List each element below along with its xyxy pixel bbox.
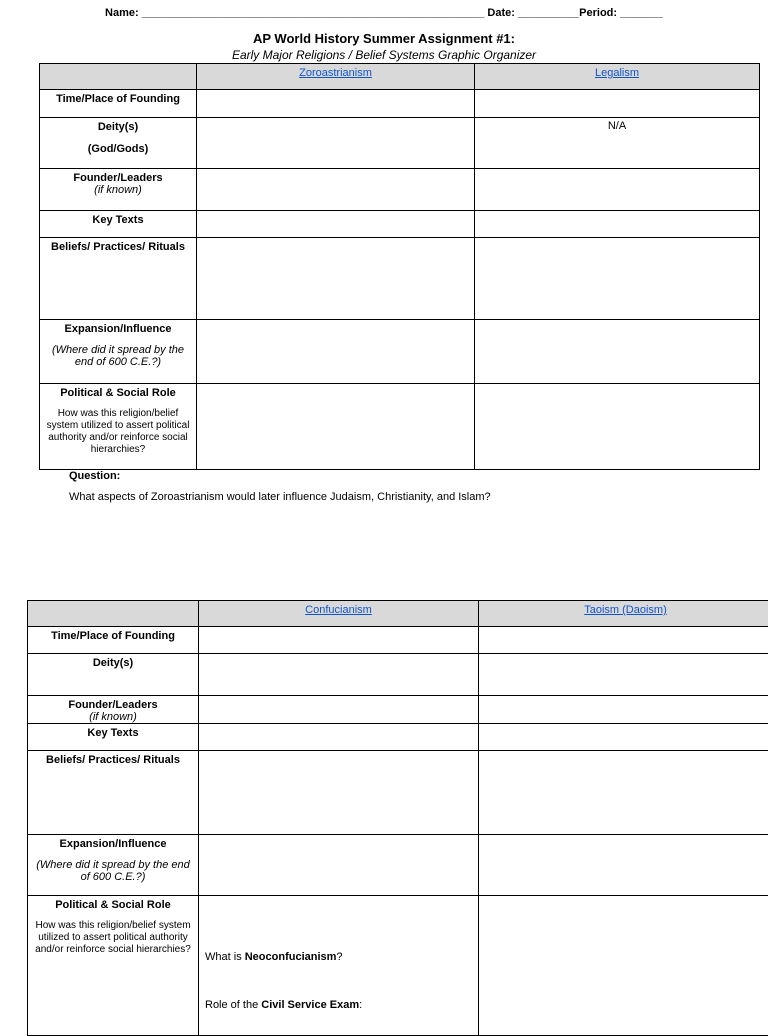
row-label-founder: Founder/Leaders (if known) [40,169,197,211]
cell-confucianism-political[interactable] [199,896,479,1036]
table-row [40,90,760,118]
cell-taoism-expansion[interactable] [479,835,768,896]
cell-confucianism-beliefs[interactable] [199,751,479,835]
row-label-political: Political & Social Role How was this religion/belief system utilized to assert political authority and/or reinforce social hierarchies? [28,896,199,1036]
zoroastrianism-link[interactable]: Zoroastrianism [299,67,372,79]
row-label-texts: Key Texts [40,211,197,238]
cell-legalism-expansion[interactable] [475,320,760,384]
row-label-expansion: Expansion/Influence (Where did it spread by the end of 600 C.E.?) [28,835,199,896]
row-label-political: Political & Social Role How was this religion/belief system utilized to assert political authority and/or reinforce social hierarchies? [40,384,197,470]
cell-confucianism-texts[interactable] [199,724,479,751]
cell-legalism-texts[interactable] [475,211,760,238]
table-row [40,118,760,169]
cell-legalism-deity[interactable]: N/A [475,118,760,169]
cell-taoism-deity[interactable] [479,654,768,696]
date-blank[interactable]: __________ [518,7,579,19]
cell-zoroastrianism-beliefs[interactable] [197,238,475,320]
row-label-time: Time/Place of Founding [28,627,199,654]
civil-service-exam-prompt: Role of the Civil Service Exam: [205,999,472,1011]
cell-taoism-beliefs[interactable] [479,751,768,835]
table-row [40,384,760,470]
header-empty-cell [28,601,199,627]
page-title: AP World History Summer Assignment #1: [0,31,768,46]
question-text: What aspects of Zoroastrianism would later influence Judaism, Christianity, and Islam? [69,491,491,503]
cell-zoroastrianism-deity[interactable] [197,118,475,169]
row-label-texts: Key Texts [28,724,199,751]
neoconfucianism-prompt: What is Neoconfucianism? [205,951,472,963]
cell-zoroastrianism-time[interactable] [197,90,475,118]
table-row [28,696,768,724]
table-row [28,724,768,751]
header-confucianism [199,601,479,627]
cell-confucianism-time[interactable] [199,627,479,654]
cell-confucianism-expansion[interactable] [199,835,479,896]
organizer-table-1 [39,63,760,470]
organizer-table-2 [27,600,768,1036]
header-empty-cell [40,64,197,90]
row-label-founder: Founder/Leaders (if known) [28,696,199,724]
row-label-expansion: Expansion/Influence (Where did it spread by the end of 600 C.E.?) [40,320,197,384]
cell-taoism-political[interactable] [479,896,768,1036]
date-label: Date: [487,7,515,19]
period-blank[interactable]: _______ [620,7,663,19]
legalism-link[interactable]: Legalism [595,67,639,79]
header-zoroastrianism [197,64,475,90]
cell-legalism-time[interactable] [475,90,760,118]
confucianism-link[interactable]: Confucianism [305,604,372,616]
cell-taoism-founder[interactable] [479,696,768,724]
cell-zoroastrianism-texts[interactable] [197,211,475,238]
cell-legalism-founder[interactable] [475,169,760,211]
cell-taoism-texts[interactable] [479,724,768,751]
table-row [40,169,760,211]
header-taoism [479,601,768,627]
cell-zoroastrianism-political[interactable] [197,384,475,470]
table-header-row [28,601,768,627]
cell-zoroastrianism-founder[interactable] [197,169,475,211]
name-label: Name: [105,7,139,19]
row-label-deity: Deity(s) (God/Gods) [40,118,197,169]
row-label-beliefs: Beliefs/ Practices/ Rituals [40,238,197,320]
name-blank[interactable]: ________________________________________________________ [142,7,485,19]
table-header-row [40,64,760,90]
page-subtitle: Early Major Religions / Belief Systems Graphic Organizer [0,48,768,62]
cell-confucianism-founder[interactable] [199,696,479,724]
cell-confucianism-deity[interactable] [199,654,479,696]
cell-zoroastrianism-expansion[interactable] [197,320,475,384]
row-label-beliefs: Beliefs/ Practices/ Rituals [28,751,199,835]
table-row [28,654,768,696]
question-label: Question: [69,470,120,482]
table-row [28,627,768,654]
row-label-deity: Deity(s) [28,654,199,696]
table-row [28,835,768,896]
table-row [40,238,760,320]
period-label: Period: [579,7,617,19]
header-legalism [475,64,760,90]
table-row [40,211,760,238]
cell-legalism-beliefs[interactable] [475,238,760,320]
table-row [28,896,768,1036]
table-row [28,751,768,835]
header-line [0,7,768,19]
cell-legalism-political[interactable] [475,384,760,470]
taoism-link[interactable]: Taoism (Daoism) [584,604,667,616]
row-label-time: Time/Place of Founding [40,90,197,118]
table-row [40,320,760,384]
cell-taoism-time[interactable] [479,627,768,654]
